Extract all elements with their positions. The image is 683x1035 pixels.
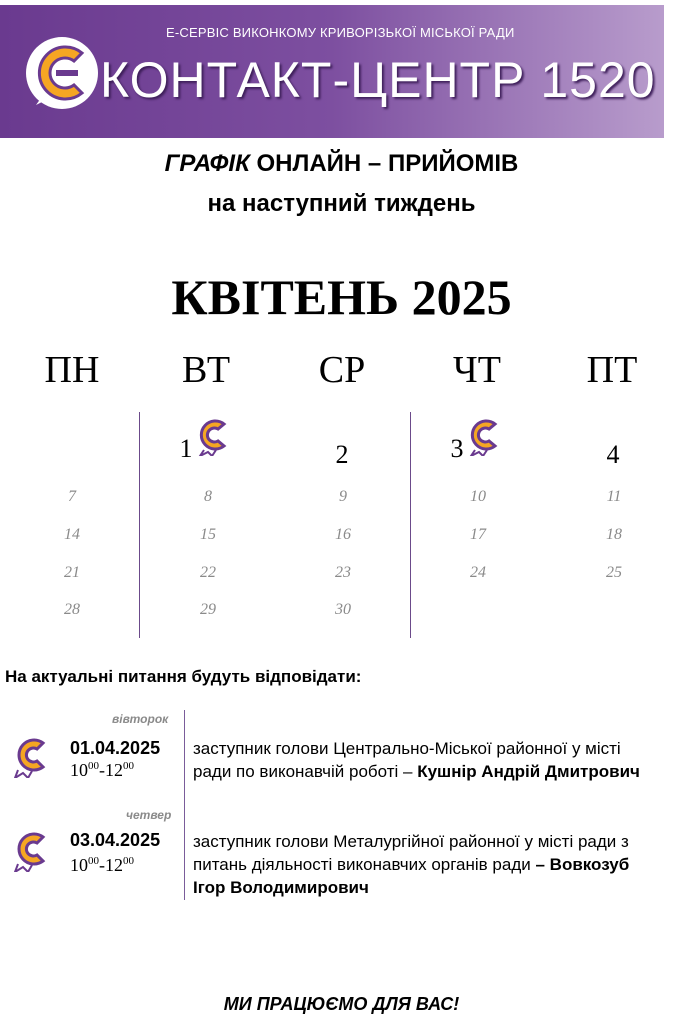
calendar-day: 30 [335,601,351,618]
calendar-day: 21 [64,564,80,581]
event-marker-icon [467,416,503,456]
calendar-day: 24 [470,564,486,581]
calendar-day: 29 [200,601,216,618]
answer-title: На актуальні питання будуть відповідати: [5,667,362,686]
calendar-day: 1 [179,434,193,463]
official-position: заступник голови Металургійної районної у місті ради з питань діяльності виконавчих органів ради [193,832,629,874]
time-separator: - [99,855,105,875]
calendar-day: 2 [335,440,349,469]
weekday-wed: СР [318,349,366,391]
calendar-day: 10 [470,488,486,505]
schedule-day: четвер [126,808,172,822]
time-start: 10 [70,855,88,875]
header-banner [0,5,664,138]
schedule-description [193,830,653,899]
event-marker-icon [196,416,232,456]
weekday-mon: ПН [44,349,100,391]
contact-center-mini-logo-icon [12,828,52,872]
time-end: 12 [105,760,123,780]
calendar-day: 15 [200,526,216,543]
time-start-minutes: 00 [88,855,99,867]
calendar-day: 11 [606,488,622,505]
schedule-day: вівторок [112,712,169,726]
schedule-subheading: на наступний тиждень [207,190,476,217]
schedule-divider [184,710,185,900]
calendar-day: 17 [470,526,486,543]
schedule-description [193,737,653,783]
time-start-minutes: 00 [88,760,99,772]
time-start: 10 [70,760,88,780]
schedule-date: 03.04.2025 [70,830,161,850]
calendar-day: 3 [450,434,464,463]
schedule-time [70,760,134,781]
calendar-divider [410,412,411,638]
calendar-day: 22 [200,564,216,581]
calendar-day: 28 [64,601,80,618]
weekday-tue: ВТ [181,349,231,391]
time-separator: - [99,760,105,780]
contact-center-logo-icon [22,31,106,115]
calendar-day: 7 [68,488,76,505]
month-title: КВІТЕНЬ 2025 [171,269,512,325]
footer-slogan: МИ ПРАЦЮЄМО ДЛЯ ВАС! [223,994,460,1014]
banner-subtitle: Е-СЕРВІС ВИКОНКОМУ КРИВОРІЗЬКОЇ МІСЬКОЇ РАДИ [166,25,515,40]
heading-italic-word: ГРАФІК [164,150,250,177]
contact-center-mini-logo-icon [12,734,52,778]
time-end-minutes: 00 [123,760,134,772]
calendar-day: 9 [339,488,347,505]
official-position: заступник голови Центрально-Міської районної у місті ради по виконавчій роботі – [193,739,621,781]
weekday-fri: ПТ [586,349,638,391]
calendar-day: 4 [606,440,620,469]
time-end-minutes: 00 [123,855,134,867]
heading-rest: ОНЛАЙН – ПРИЙОМІВ [249,150,519,177]
calendar-day: 16 [335,526,351,543]
calendar-day: 14 [64,526,80,543]
schedule-heading [0,150,683,178]
schedule-date: 01.04.2025 [70,738,161,758]
official-name: Кушнір Андрій Дмитрович [417,762,640,781]
schedule-time [70,855,134,876]
calendar-day: 8 [204,488,212,505]
banner-title: КОНТАКТ-ЦЕНТР 1520 [100,52,656,108]
calendar-divider [139,412,140,638]
calendar-day: 25 [606,564,622,581]
calendar-day: 18 [606,526,622,543]
calendar-day: 23 [335,564,351,581]
official-name: – Вовкозуб Ігор Володимирович [193,855,630,897]
weekday-thu: ЧТ [453,349,501,391]
time-end: 12 [105,855,123,875]
